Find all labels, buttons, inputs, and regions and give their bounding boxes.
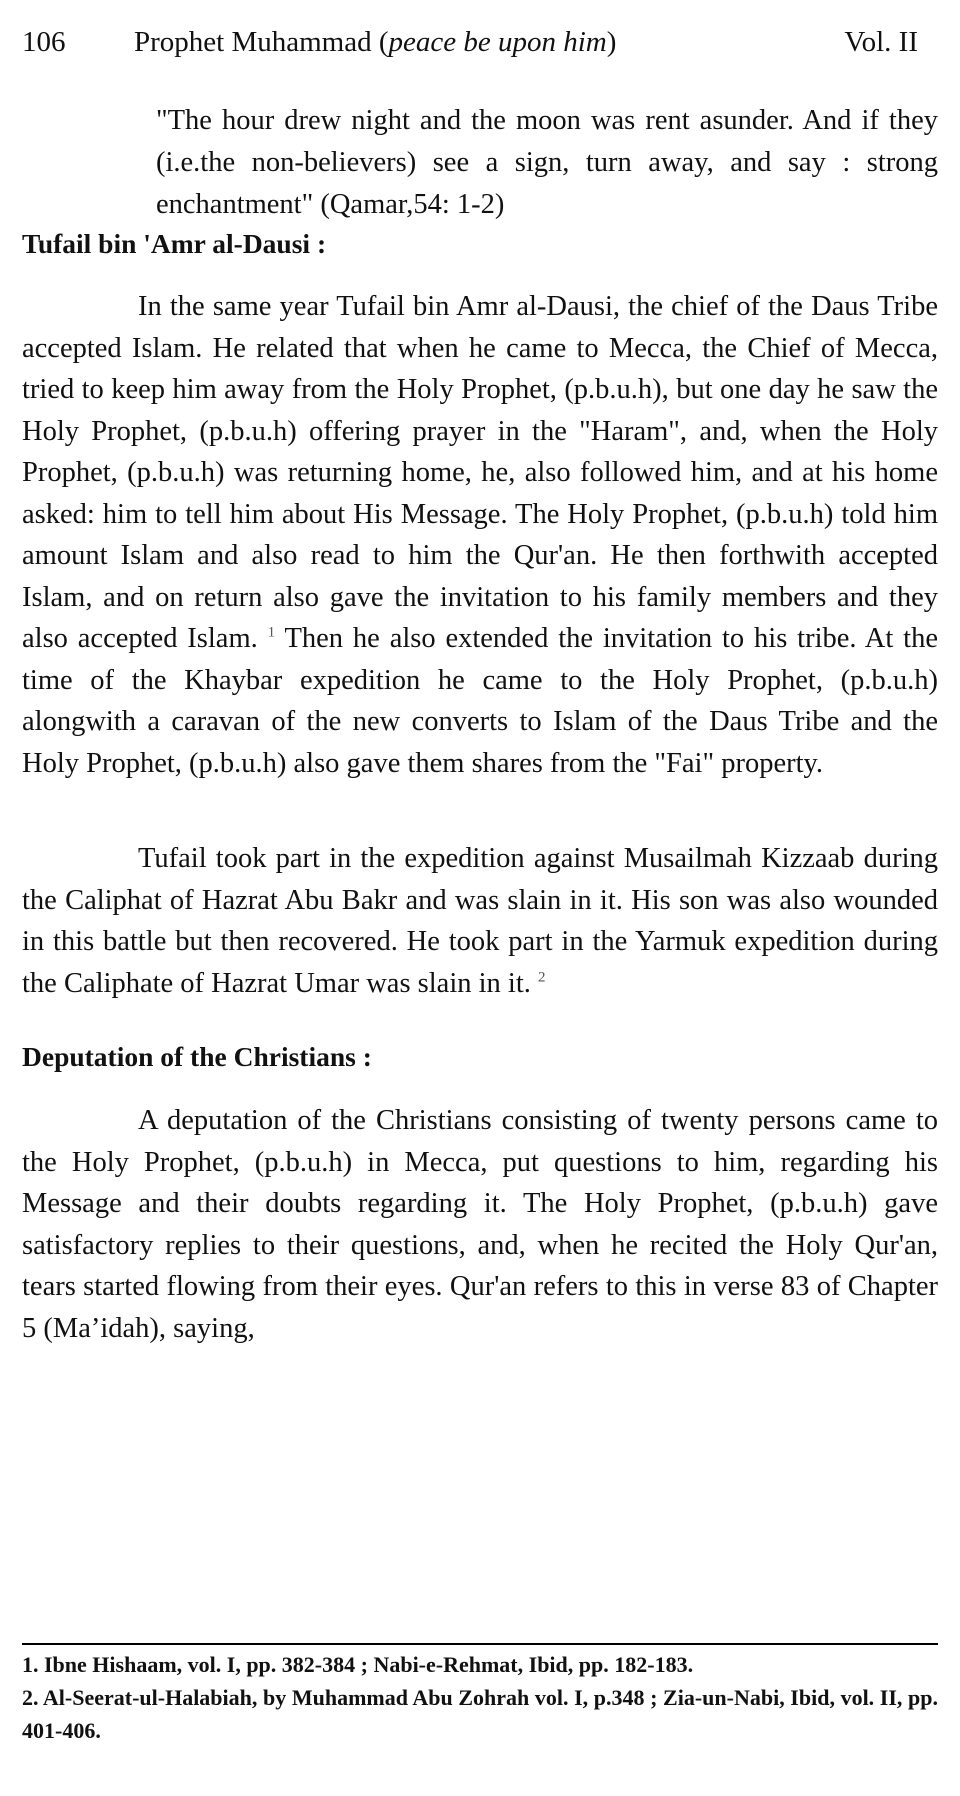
paragraph-deputation (22, 1100, 938, 1349)
section-heading-deputation: Deputation of the Christians : (22, 1041, 372, 1072)
paragraph-tufail-1 (22, 286, 938, 784)
title-suffix: ) (606, 26, 617, 58)
paragraph-text: Then he also extended the invitation to his tribe. At the time of the Khaybar expedition he came to the Holy Prophet, (p.b.u.h) alongwith a caravan of the new converts to Islam of the Daus Tribe and the Holy Prophet, (p.b.u.h) also gave them shares from the "Fai" property. (22, 623, 938, 779)
title-italic: peace be upon him (388, 26, 607, 58)
footnote-divider (22, 1643, 938, 1645)
quran-quote: "The hour drew night and the moon was rent asunder. And if they (i.e.the non-believers) see a sign, turn away, and say : strong enchantment" (Qamar,54: 1-2) (156, 105, 938, 220)
book-title (134, 22, 616, 62)
title-prefix: Prophet Muhammad ( (134, 26, 389, 58)
section-heading-tufail: Tufail bin 'Amr al-Dausi : (22, 228, 327, 259)
paragraph-text: Tufail took part in the expedition against Musailmah Kizzaab during the Caliphat of Hazrat Abu Bakr and was slain in it. His son was also wounded in this battle but then recovered. He took part in the Yarmuk expedition during the Caliphate of Hazrat Umar was slain in it. (22, 843, 938, 999)
running-header (22, 22, 938, 62)
footnote-2: 2. Al-Seerat-ul-Halabiah, by Muhammad Abu Zohrah vol. I, p.348 ; Zia-un-Nabi, Ibid, vol. II, pp. 401-406. (22, 1685, 938, 1743)
paragraph-text: In the same year Tufail bin Amr al-Dausi, the chief of the Daus Tribe accepted Islam. He related that when he came to Mecca, the Chief of Mecca, tried to keep him away from the Holy Prophet, (p.b.u.h), but one day he saw the Holy Prophet, (p.b.u.h) offering prayer in the "Haram", and, when the Holy Prophet, (p.b.u.h) was returning home, he, also followed him, and at his home asked: him to tell him about His Message. The Holy Prophet, (p.b.u.h) told him amount Islam and also read to him the Qur'an. He then forthwith accepted Islam, and on return also gave the invitation to his family members and they also accepted Islam. (22, 291, 938, 654)
paragraph-tufail-2 (22, 838, 938, 1004)
footnote-ref-2: 2 (538, 969, 546, 985)
page-number: 106 (22, 26, 66, 58)
footnote-1: 1. Ibne Hishaam, vol. I, pp. 382-384 ; Nabi-e-Rehmat, Ibid, pp. 182-183. (22, 1652, 694, 1677)
volume-label: Vol. II (844, 26, 918, 58)
paragraph-text: A deputation of the Christians consisting of twenty persons came to the Holy Prophet, (p.b.u.h) in Mecca, put questions to him, regarding his Message and their doubts regarding it. The Holy Prophet, (p.b.u.h) gave satisfactory replies to their questions, and, when he recited the Holy Qur'an, tears started flowing from their eyes. Qur'an refers to this in verse 83 of Chapter 5 (Ma’idah), saying, (22, 1105, 938, 1344)
footnotes (22, 1648, 938, 1747)
footnote-ref-1: 1 (267, 624, 276, 641)
